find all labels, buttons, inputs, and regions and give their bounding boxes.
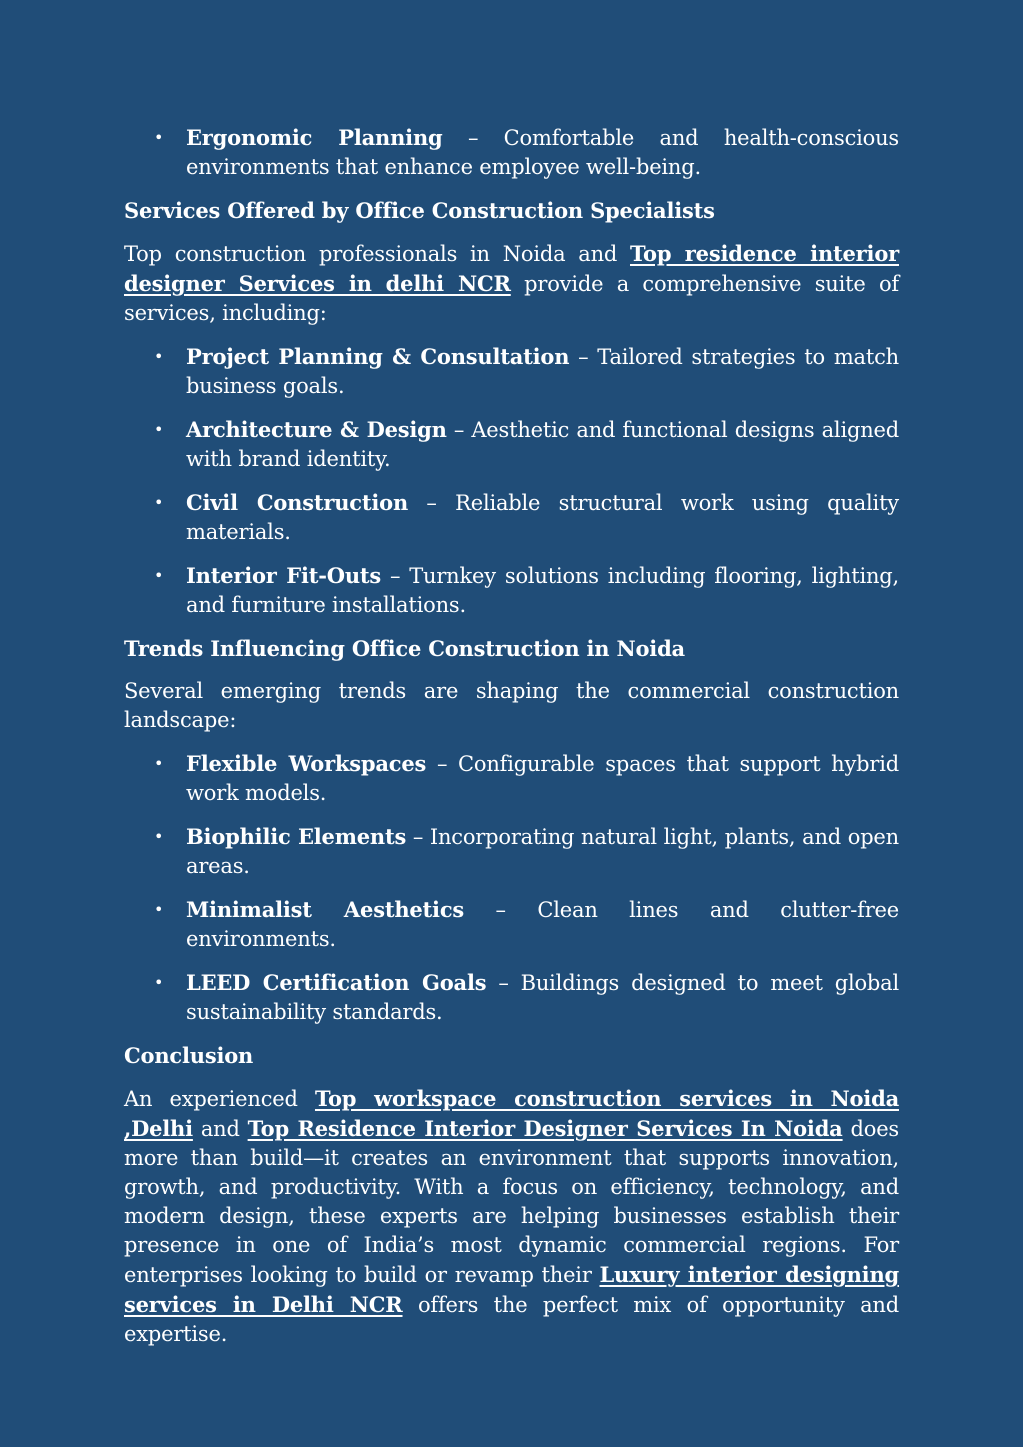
list-item-text: – Buildings designed to meet global sustainability standards.	[186, 971, 899, 1024]
list-item-term: Ergonomic Planning	[186, 125, 443, 150]
bullet-icon: •	[154, 754, 164, 773]
luxury-interior-delhi-link[interactable]: Luxury interior designing services in Delhi NCR	[124, 1262, 899, 1317]
list-item-term: LEED Certification Goals	[186, 970, 487, 995]
bullet-icon: •	[154, 347, 164, 366]
bullet-icon: •	[154, 493, 164, 512]
list-item-term: Architecture & Design	[186, 417, 447, 442]
bullet-icon: •	[154, 973, 164, 992]
bullet-icon: •	[154, 128, 164, 147]
list-item-term: Flexible Workspaces	[186, 751, 427, 776]
conclusion-text-1: An experienced	[124, 1087, 315, 1111]
list-item-text: – Clean lines and clutter-free environments.	[186, 898, 899, 951]
bullet-icon: •	[154, 420, 164, 439]
list-item-text: – Tailored strategies to match business goals.	[186, 345, 899, 398]
list-item	[124, 415, 899, 474]
list-item	[124, 488, 899, 547]
list-item-text: – Turnkey solutions including flooring, lighting, and furniture installations.	[186, 564, 899, 617]
list-item-term: Project Planning & Consultation	[186, 344, 570, 369]
conclusion-heading: Conclusion	[124, 1043, 254, 1068]
list-item-text: – Aesthetic and functional designs aligned with brand identity.	[186, 418, 899, 471]
conclusion-paragraph	[124, 1084, 899, 1349]
trends-intro: Several emerging trends are shaping the commercial construction landscape:	[124, 679, 899, 732]
conclusion-text-4: offers the perfect mix of opportunity and expertise.	[124, 1293, 899, 1346]
conclusion-text-3: does more than build—it creates an environment that supports innovation, growth, and productivity. With a focus on efficiency, technology, and modern design, these experts are helping businesses establish their presence in one of India’s most dynamic commercial regions. For enterprises looking to build or revamp their	[124, 1117, 899, 1287]
list-item	[124, 749, 899, 808]
list-item-text: – Reliable structural work using quality materials.	[186, 491, 899, 544]
list-item-term: Civil Construction	[186, 490, 409, 515]
bullet-icon: •	[154, 566, 164, 585]
list-item	[124, 342, 899, 401]
services-intro	[124, 239, 899, 328]
list-item	[124, 968, 899, 1027]
services-list	[124, 342, 899, 620]
services-heading: Services Offered by Office Construction Specialists	[124, 198, 715, 223]
list-item	[124, 895, 899, 954]
list-item-text: – Comfortable and health-conscious environments that enhance employee well-being.	[186, 126, 899, 179]
conclusion-text-2: and	[192, 1117, 248, 1141]
services-intro-after: provide a comprehensive suite of services, including:	[124, 272, 899, 325]
bullet-icon: •	[154, 900, 164, 919]
trends-list	[124, 749, 899, 1027]
list-item-term: Minimalist Aesthetics	[186, 897, 465, 922]
list-item	[124, 822, 899, 881]
services-intro-before: Top construction professionals in Noida and	[124, 242, 630, 266]
ergonomic-list	[124, 123, 899, 182]
trends-heading: Trends Influencing Office Construction in Noida	[124, 636, 685, 661]
list-item	[124, 123, 899, 182]
list-item-term: Interior Fit-Outs	[186, 563, 382, 588]
list-item	[124, 561, 899, 620]
list-item-text: – Incorporating natural light, plants, and open areas.	[186, 825, 899, 878]
list-item-text: – Configurable spaces that support hybrid work models.	[186, 752, 899, 805]
workspace-construction-noida-link[interactable]: Top workspace construction services in Noida ,Delhi	[124, 1086, 899, 1141]
residence-interior-delhi-link[interactable]: Top residence interior designer Services in delhi NCR	[124, 241, 899, 296]
list-item-term: Biophilic Elements	[186, 824, 407, 849]
residence-interior-noida-link[interactable]: Top Residence Interior Designer Services In Noida	[247, 1116, 843, 1141]
document-content	[124, 123, 899, 1349]
bullet-icon: •	[154, 827, 164, 846]
